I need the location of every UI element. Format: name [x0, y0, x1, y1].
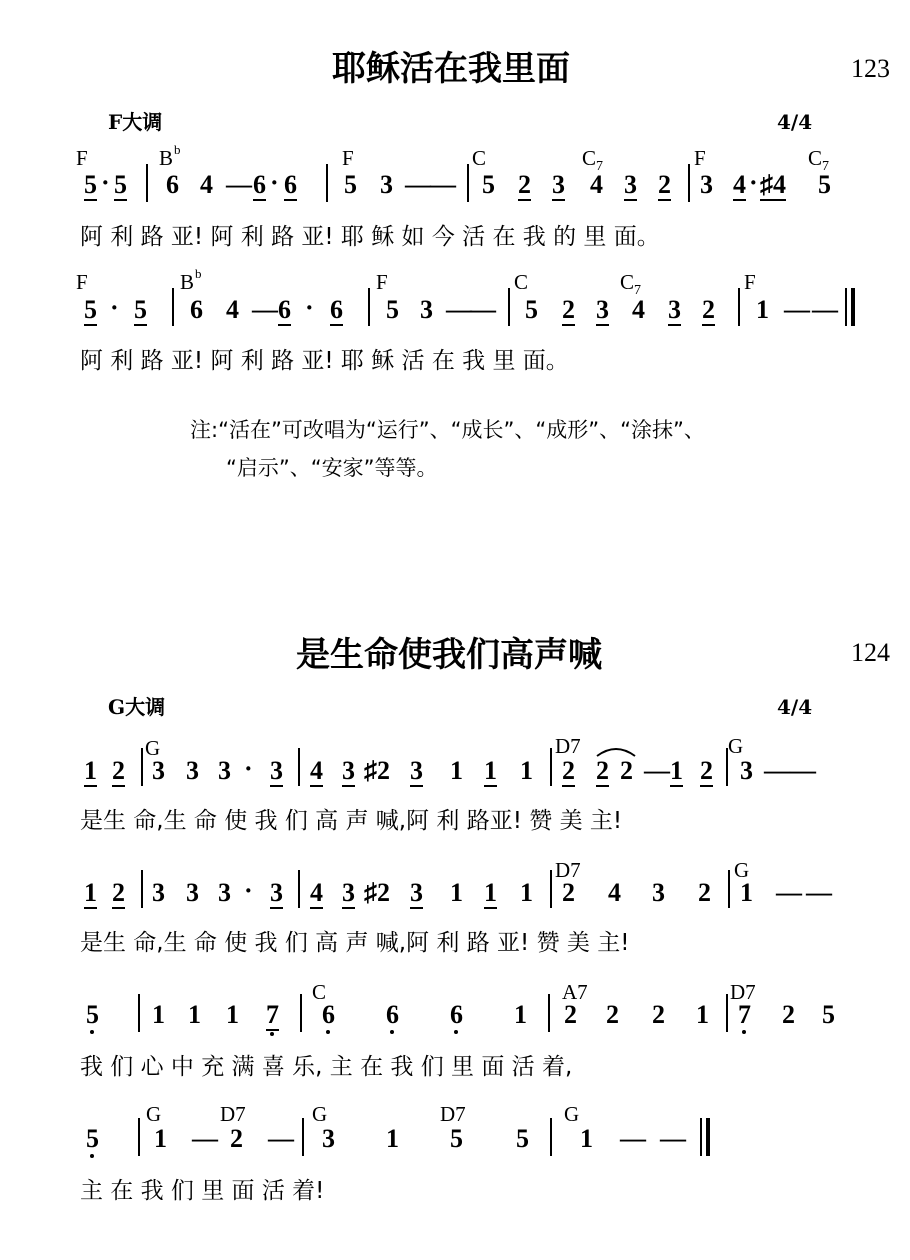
note: 4	[310, 878, 323, 907]
barline	[138, 1118, 140, 1156]
note: 1	[84, 756, 97, 785]
barline	[368, 288, 370, 326]
barline	[172, 288, 174, 326]
note: 1	[670, 756, 683, 785]
note: 7	[266, 1000, 279, 1029]
note: 1	[484, 756, 497, 785]
chord: F	[694, 146, 706, 170]
note: 1	[580, 1124, 593, 1153]
note-dot: ·	[244, 754, 253, 783]
note: 5	[482, 170, 495, 199]
note: 2	[702, 295, 715, 324]
note-dot: ·	[244, 876, 253, 905]
note: 5	[84, 170, 97, 199]
note: —	[644, 756, 670, 785]
chord: D7	[220, 1102, 246, 1126]
note: 1	[740, 878, 753, 907]
footnote: “启示”、“安家”等等。	[226, 456, 438, 480]
chord: D7	[555, 734, 581, 758]
note: 1	[484, 878, 497, 907]
note: 3	[740, 756, 753, 785]
barline	[326, 164, 328, 202]
chord: $C_7$	[582, 146, 604, 175]
note: 3	[218, 756, 231, 785]
note: 5	[84, 295, 97, 324]
note: 5	[516, 1124, 529, 1153]
chord: A7	[562, 980, 588, 1004]
note: 6	[450, 1000, 463, 1029]
note: —	[660, 1124, 686, 1153]
note: 2	[658, 170, 671, 199]
note: 3	[380, 170, 393, 199]
chord: G	[734, 858, 750, 882]
note: 2	[230, 1124, 243, 1153]
note: 6	[278, 295, 291, 324]
note: 1	[756, 295, 769, 324]
chord: D7	[440, 1102, 466, 1126]
barline	[548, 994, 550, 1032]
note-dot: ·	[270, 168, 279, 197]
note: —	[812, 295, 838, 324]
note: 1	[154, 1124, 167, 1153]
note: —	[790, 756, 816, 785]
note: 1	[514, 1000, 527, 1029]
chord: $C_7$	[808, 146, 830, 175]
barline	[146, 164, 148, 202]
note: 3	[342, 878, 355, 907]
note-dot: ·	[749, 168, 758, 197]
barline	[141, 748, 143, 786]
song2-key: G大调	[108, 695, 166, 719]
note: 2	[518, 170, 531, 199]
song1-number: 123	[851, 54, 890, 83]
note: —	[776, 878, 802, 907]
note: 5	[86, 1124, 99, 1153]
note: ♯2	[364, 756, 390, 785]
note: —	[192, 1124, 218, 1153]
note: 3	[342, 756, 355, 785]
lyrics-line: 我 们 心 中 充 满 喜 乐, 主 在 我 们 里 面 活 着,	[80, 1054, 573, 1080]
chord: G	[564, 1102, 580, 1126]
note: 5	[450, 1124, 463, 1153]
note: 5	[134, 295, 147, 324]
song1-key: F大调	[108, 110, 163, 134]
octave-dot	[270, 1032, 274, 1036]
note: 1	[226, 1000, 239, 1029]
barline	[467, 164, 469, 202]
note: 3	[410, 878, 423, 907]
note: 2	[562, 295, 575, 324]
note: —	[806, 878, 832, 907]
note: 3	[420, 295, 433, 324]
chord: G	[728, 734, 744, 758]
note: 6	[166, 170, 179, 199]
note: 3	[322, 1124, 335, 1153]
note: 1	[696, 1000, 709, 1029]
note: 4	[200, 170, 213, 199]
note: 3	[270, 756, 283, 785]
note: 5	[822, 1000, 835, 1029]
note: 6	[322, 1000, 335, 1029]
note: 2	[596, 756, 609, 785]
barline	[508, 288, 510, 326]
note: 2	[564, 1000, 577, 1029]
octave-dot	[390, 1030, 394, 1034]
note: 3	[410, 756, 423, 785]
chord: C	[514, 270, 529, 294]
note: 2	[698, 878, 711, 907]
note: 3	[186, 756, 199, 785]
note: 3	[186, 878, 199, 907]
note: 4	[608, 878, 621, 907]
note: 3	[218, 878, 231, 907]
note: 2	[562, 756, 575, 785]
note: —	[620, 1124, 646, 1153]
chord: G	[312, 1102, 328, 1126]
note: 2	[782, 1000, 795, 1029]
note-dot: ·	[110, 293, 119, 322]
footnote: 注:“活在”可改唱为“运行”、“成长”、“成形”、“涂抹”、	[190, 418, 705, 442]
note: 3	[596, 295, 609, 324]
note: —	[784, 295, 810, 324]
note-dot: ·	[101, 168, 110, 197]
note: 4	[310, 756, 323, 785]
note: 6	[386, 1000, 399, 1029]
chord: F	[342, 146, 354, 170]
chord: C	[472, 146, 487, 170]
chord: C	[312, 980, 327, 1004]
chord: D7	[555, 858, 581, 882]
note: ♯4	[760, 170, 786, 199]
note: 1	[84, 878, 97, 907]
chord: G	[146, 1102, 162, 1126]
barline	[298, 870, 300, 908]
note-dot: ·	[305, 293, 314, 322]
lyrics-line: 是生 命,生 命 使 我 们 高 声 喊,阿 利 路 亚! 赞 美 主!	[80, 930, 630, 956]
tie-icon	[594, 744, 638, 758]
note: 2	[112, 756, 125, 785]
song2-number: 124	[851, 638, 890, 667]
note: 4	[226, 295, 239, 324]
note: ♯2	[364, 878, 390, 907]
barline	[738, 288, 740, 326]
note: 7	[738, 1000, 751, 1029]
note: —	[764, 756, 790, 785]
note: 5	[818, 170, 831, 199]
note: 1	[188, 1000, 201, 1029]
barline	[141, 870, 143, 908]
lyrics-line: 阿 利 路 亚! 阿 利 路 亚! 耶 稣 如 今 活 在 我 的 里 面。	[80, 224, 660, 250]
octave-dot	[90, 1030, 94, 1034]
final-barline-thick	[851, 288, 855, 326]
chord: D7	[730, 980, 756, 1004]
lyrics-line: 是生 命,生 命 使 我 们 高 声 喊,阿 利 路亚! 赞 美 主!	[80, 808, 623, 834]
barline	[688, 164, 690, 202]
chord: F	[376, 270, 388, 294]
note: —	[446, 295, 472, 324]
octave-dot	[326, 1030, 330, 1034]
barline	[298, 748, 300, 786]
note: 5	[344, 170, 357, 199]
note: 3	[652, 878, 665, 907]
note: 3	[152, 756, 165, 785]
note: 3	[700, 170, 713, 199]
note: 2	[620, 756, 633, 785]
chord: $C_7$	[620, 270, 642, 299]
note: 1	[152, 1000, 165, 1029]
note: —	[430, 170, 456, 199]
note: 1	[450, 756, 463, 785]
note: 4	[733, 170, 746, 199]
note: 3	[624, 170, 637, 199]
barline	[550, 870, 552, 908]
note: —	[405, 170, 431, 199]
chord: $B^b$	[159, 142, 181, 170]
note: 5	[386, 295, 399, 324]
note: 2	[562, 878, 575, 907]
note: 3	[668, 295, 681, 324]
note: 3	[270, 878, 283, 907]
note: 1	[520, 878, 533, 907]
note: 2	[700, 756, 713, 785]
song2-title: 是生命使我们高声喊	[296, 635, 602, 675]
note: —	[470, 295, 496, 324]
barline	[300, 994, 302, 1032]
note: 5	[86, 1000, 99, 1029]
lyrics-line: 阿 利 路 亚! 阿 利 路 亚! 耶 稣 活 在 我 里 面。	[80, 348, 569, 374]
note: 2	[652, 1000, 665, 1029]
final-barline	[845, 288, 847, 326]
note: 2	[606, 1000, 619, 1029]
note: —	[268, 1124, 294, 1153]
note: 1	[386, 1124, 399, 1153]
note: 6	[253, 170, 266, 199]
note: 6	[330, 295, 343, 324]
octave-dot	[454, 1030, 458, 1034]
barline	[726, 994, 728, 1032]
chord: F	[744, 270, 756, 294]
barline	[728, 870, 730, 908]
note: 6	[284, 170, 297, 199]
chord: F	[76, 270, 88, 294]
barline	[302, 1118, 304, 1156]
note: 4	[590, 170, 603, 199]
song1-meter: 4/4	[777, 110, 813, 134]
song1-title: 耶稣活在我里面	[332, 49, 570, 89]
note: 1	[520, 756, 533, 785]
note: 6	[190, 295, 203, 324]
chord: G	[145, 736, 161, 760]
note: 5	[525, 295, 538, 324]
octave-dot	[742, 1030, 746, 1034]
note: —	[226, 170, 252, 199]
final-barline-thick	[706, 1118, 710, 1156]
octave-dot	[90, 1154, 94, 1158]
note: 4	[632, 295, 645, 324]
note: 3	[552, 170, 565, 199]
barline	[550, 1118, 552, 1156]
note: 1	[450, 878, 463, 907]
barline	[550, 748, 552, 786]
note: 2	[112, 878, 125, 907]
barline	[726, 748, 728, 786]
chord: $B^b$	[180, 266, 202, 294]
song2-meter: 4/4	[777, 695, 813, 719]
final-barline	[700, 1118, 702, 1156]
lyrics-line: 主 在 我 们 里 面 活 着!	[80, 1178, 325, 1204]
note: 5	[114, 170, 127, 199]
note: 3	[152, 878, 165, 907]
note: —	[252, 295, 278, 324]
barline	[138, 994, 140, 1032]
chord: F	[76, 146, 88, 170]
